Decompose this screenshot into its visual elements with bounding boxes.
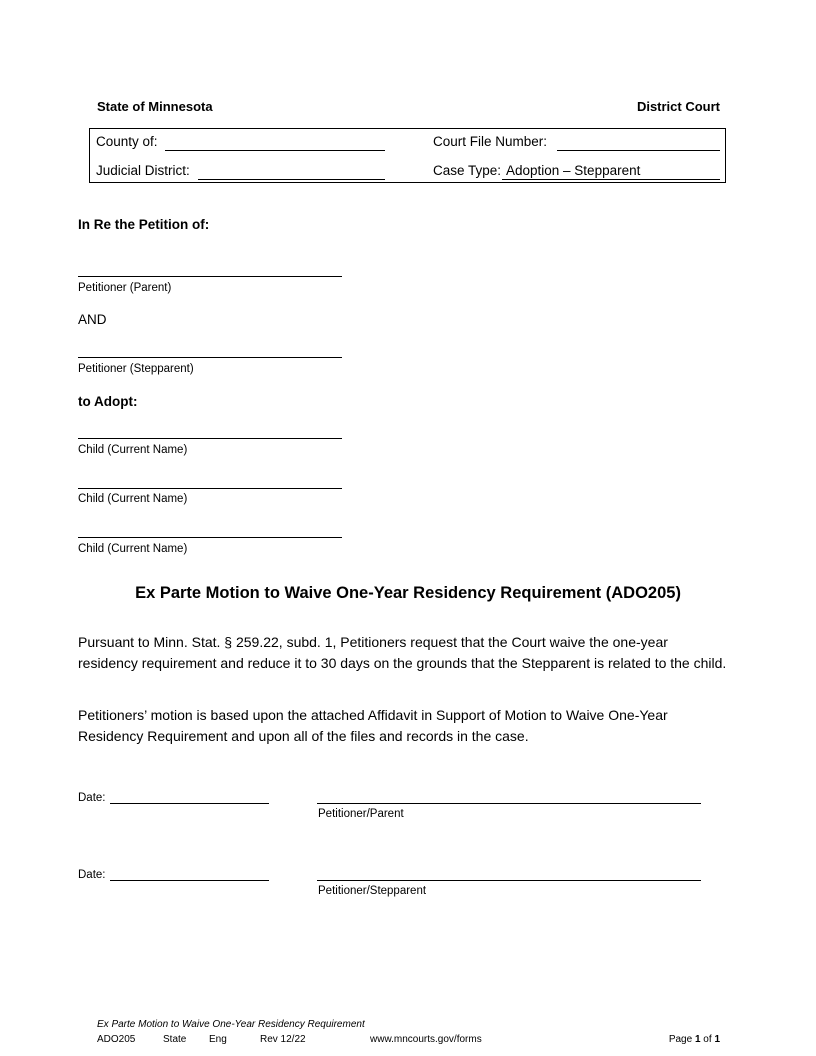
footer-jurisdiction: State — [163, 1034, 187, 1045]
petitioner-stepparent-label: Petitioner (Stepparent) — [78, 363, 194, 375]
date-label: Date: — [78, 869, 106, 881]
court-file-number-field[interactable] — [557, 150, 720, 151]
judicial-district-field[interactable] — [198, 179, 385, 180]
child-name-line[interactable] — [78, 438, 342, 439]
county-label: County of: — [96, 134, 158, 149]
footer-url: www.mncourts.gov/forms — [370, 1034, 482, 1045]
date-field[interactable] — [110, 803, 269, 804]
petitioner-stepparent-line[interactable] — [78, 357, 342, 358]
to-adopt-heading: to Adopt: — [78, 394, 138, 409]
case-info-box — [89, 128, 726, 183]
and-text: AND — [78, 312, 107, 327]
footer-revision: Rev 12/22 — [260, 1034, 306, 1045]
date-field[interactable] — [110, 880, 269, 881]
county-field[interactable] — [165, 150, 385, 151]
motion-paragraph-1: Pursuant to Minn. Stat. § 259.22, subd. 1, Petitioners request that the Court waive the one-year residency requirement and reduce it to 30 days on the grounds that the Stepparent is related to the child. — [78, 634, 727, 671]
in-re-heading: In Re the Petition of: — [78, 217, 210, 232]
document-title: Ex Parte Motion to Waive One-Year Residency Requirement (ADO205) — [135, 584, 681, 602]
child-name-label: Child (Current Name) — [78, 444, 188, 456]
page-current: 1 — [694, 1034, 701, 1045]
date-label: Date: — [78, 792, 106, 804]
footer-form-title: Ex Parte Motion to Waive One-Year Residency Requirement — [97, 1019, 365, 1030]
signature-line[interactable] — [317, 803, 701, 804]
footer-language: Eng — [209, 1034, 227, 1045]
signer-label: Petitioner/Stepparent — [318, 885, 427, 897]
court-name: District Court — [636, 99, 720, 114]
case-type-value: Adoption – Stepparent — [506, 163, 641, 178]
judicial-district-label: Judicial District: — [96, 163, 190, 178]
petitioner-parent-line[interactable] — [78, 276, 342, 277]
footer-form-code: ADO205 — [97, 1034, 136, 1045]
motion-paragraph-2: Petitioners’ motion is based upon the attached Affidavit in Support of Motion to Waive One-Year Residency Requirement and upon all of the files and records in the case. — [78, 707, 668, 744]
child-name-line[interactable] — [78, 537, 342, 538]
signer-label: Petitioner/Parent — [318, 808, 404, 820]
case-type-field[interactable] — [502, 179, 720, 180]
footer-page-number — [669, 1034, 720, 1045]
child-name-label: Child (Current Name) — [78, 493, 188, 505]
state-name: State of Minnesota — [97, 99, 213, 114]
court-file-number-label: Court File Number: — [433, 134, 548, 149]
signature-line[interactable] — [317, 880, 701, 881]
page-prefix: Page — [668, 1034, 695, 1045]
petitioner-parent-label: Petitioner (Parent) — [78, 282, 172, 294]
child-name-line[interactable] — [78, 488, 342, 489]
case-type-label: Case Type: — [433, 163, 502, 178]
child-name-label: Child (Current Name) — [78, 543, 188, 555]
page-total: 1 — [714, 1034, 720, 1045]
page-mid: of — [700, 1034, 715, 1045]
